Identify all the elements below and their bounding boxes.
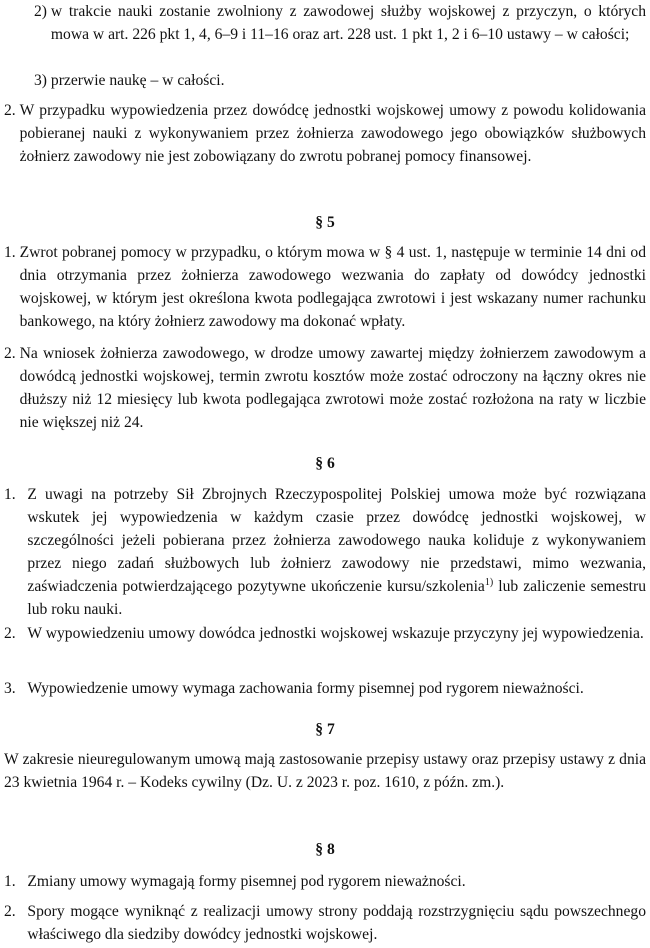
item-number: 1. [4, 486, 16, 503]
item-text-tail: lub zaliczenie semestru lub roku nauki. [27, 578, 647, 618]
list-item [4, 241, 646, 333]
item-number: 2. [4, 903, 16, 920]
item-text: W wypowiedzeniu umowy dowódca jednostki wojskowej wskazuje przyczyny jej wypowiedzenia. [27, 625, 644, 642]
paragraph: W zakresie nieuregulowanym umową mają zastosowanie przepisy ustawy oraz przepisy ustawy z dnia 23 kwietnia 1964 r. – Kodeks cywilny (Dz. U. z 2023 r. poz. 1610, z późn. zm.). [4, 751, 646, 791]
item-number: 2. [4, 625, 16, 642]
item-text: Wypowiedzenie umowy wymaga zachowania formy pisemnej pod rygorem nieważności. [27, 680, 584, 697]
item-text: W przypadku wypowiedzenia przez dowódcę jednostki wojskowej umowy z powodu kolidowania pobieranej nauki z wykonywaniem przez żołnierza zawodowego jego obowiązków służbowych żołnierz zawodowy nie jest zobowiązany do zwrotu pobranej pomocy finansowej. [19, 102, 646, 165]
item-number: 2) [34, 3, 47, 20]
section-heading: § 5 [315, 214, 335, 231]
list-item [4, 900, 646, 946]
item-number: 2. [4, 102, 16, 119]
list-item [34, 0, 646, 46]
list-item [4, 622, 646, 645]
list-item [4, 342, 646, 434]
item-number: 3. [4, 680, 16, 697]
item-number: 1. [4, 873, 16, 890]
item-number: 2. [4, 345, 16, 362]
item-text: Na wniosek żołnierza zawodowego, w drodze umowy zawartej między żołnierzem zawodowym a dowódcą jednostki wojskowej, termin zwrotu kosztów może zostać odroczony na łączny okres nie dłuższy niż 12 miesięcy lub kwota podlegająca zwrotowi może zostać rozłożona na raty w liczbie nie większej niż 24. [19, 345, 646, 431]
item-text: Zmiany umowy wymagają formy pisemnej pod rygorem nieważności. [27, 873, 466, 890]
list-item [4, 99, 646, 168]
item-number: 3) [34, 72, 47, 89]
section-heading: § 6 [315, 455, 335, 472]
item-text: Z uwagi na potrzeby Sił Zbrojnych Rzeczypospolitej Polskiej umowa może być rozwiązana wskutek jej wypowiedzenia w każdym czasie przez dowódcę jednostki wojskowej, w szczególności jeżeli pobierana przez żołnierza zawodowego nauka koliduje z wykonywaniem przez niego zadań służbowych lub żołnierz zawodowy nie przedstawi, mimo wezwania, zaświadczenia potwierdzającego pozytywne ukończenie kursu/szkolenia [27, 486, 646, 595]
list-item [4, 677, 646, 700]
list-item [4, 870, 646, 893]
item-text: Zwrot pobranej pomocy w przypadku, o którym mowa w § 4 ust. 1, następuje w terminie 14 dni od dnia otrzymania przez żołnierza zawodowego wezwania do zapłaty od dowódcy jednostki wojskowej, w którym jest określona kwota podlegająca zwrotowi i jest wskazany numer rachunku bankowego, na który żołnierz zawodowy ma dokonać wpłaty. [19, 244, 646, 330]
item-number: 1. [4, 244, 16, 261]
footnote-marker: 1) [484, 576, 494, 588]
list-item [34, 69, 646, 92]
item-text: w trakcie nauki zostanie zwolniony z zawodowej służby wojskowej z przyczyn, o których mowa w art. 226 pkt 1, 4, 6–9 i 11–16 oraz art. 228 ust. 1 pkt 1, 2 i 6–10 ustawy – w całości; [50, 3, 646, 43]
section-heading: § 7 [315, 721, 335, 738]
section-heading: § 8 [315, 841, 335, 858]
item-text: przerwie naukę – w całości. [50, 72, 225, 89]
item-text: Spory mogące wyniknąć z realizacji umowy strony poddają rozstrzygnięciu sądu powszechnego właściwego dla siedziby dowódcy jednostki wojskowej. [27, 903, 646, 943]
list-item [4, 483, 646, 621]
